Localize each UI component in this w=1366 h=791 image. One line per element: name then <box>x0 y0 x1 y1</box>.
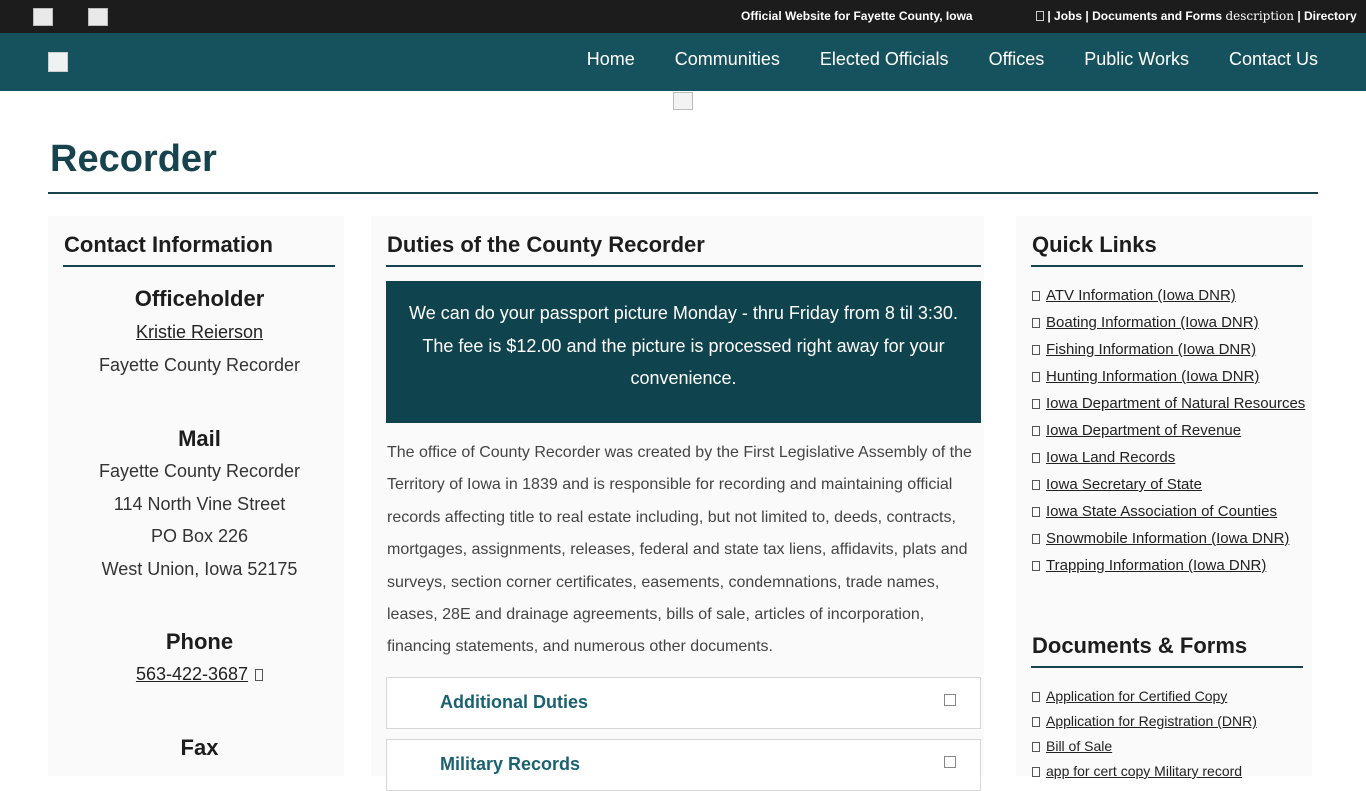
nav-elected-officials[interactable]: Elected Officials <box>819 49 949 69</box>
nav-menu <box>587 49 1318 70</box>
quick-link[interactable]: Iowa Land Records <box>1046 449 1176 466</box>
title-divider <box>48 192 1318 194</box>
list-item <box>1032 734 1307 759</box>
main-navigation <box>0 33 1366 91</box>
external-link-icon <box>1032 507 1040 517</box>
phone-block <box>48 629 351 691</box>
external-link-icon <box>1032 291 1040 301</box>
file-icon <box>1032 692 1040 702</box>
banner-image <box>673 92 693 110</box>
description-icon: description <box>1225 9 1294 23</box>
external-link-icon <box>1032 453 1040 463</box>
quick-link[interactable]: Trapping Information (Iowa DNR) <box>1046 557 1267 574</box>
file-icon <box>1032 767 1040 777</box>
recorder-description: The office of County Recorder was created by the First Legislative Assembly of the Territory of Iowa in 1839 and is responsible for recording and maintaining official records affecting title to real estate including, but not limited to, deeds, contracts, mortgages, assignments, releases, federal and state tax liens, affidavits, plats and surveys, section corner certificates, easements, condemnations, trade names, leases, 28E and drainage agreements, bills of sale, articles of incorporation, financing statements, and numerous other documents. <box>387 444 972 656</box>
documents-list <box>1032 684 1307 784</box>
document-link[interactable]: Application for Registration (DNR) <box>1046 713 1257 729</box>
quick-link[interactable]: Snowmobile Information (Iowa DNR) <box>1046 530 1290 547</box>
list-item <box>1032 390 1307 417</box>
list-item <box>1032 759 1307 784</box>
phone-link[interactable] <box>136 664 248 684</box>
list-item <box>1032 309 1307 336</box>
list-item <box>1032 444 1307 471</box>
list-item <box>1032 709 1307 734</box>
mail-line: West Union, Iowa 52175 <box>101 558 298 579</box>
contact-heading: Contact Information <box>64 232 273 257</box>
officeholder-name-link[interactable]: Kristie Reierson <box>135 322 264 342</box>
nav-contact-us[interactable]: Contact Us <box>1228 49 1318 69</box>
document-link[interactable]: app for cert copy Military record <box>1046 763 1243 779</box>
accordion-additional-duties[interactable] <box>386 677 981 729</box>
file-icon <box>1032 742 1040 752</box>
official-site-label: Official Website for Fayette County, Iowa <box>741 9 973 23</box>
jobs-documents-links[interactable]: | Jobs | Documents and Forms <box>1047 9 1223 23</box>
mail-block <box>48 426 351 585</box>
mail-line: PO Box 226 <box>150 526 249 546</box>
list-item <box>1032 684 1307 709</box>
phone-heading: Phone <box>165 629 234 654</box>
directory-link[interactable]: | Directory <box>1297 9 1357 23</box>
external-link-icon <box>1032 480 1040 490</box>
file-icon <box>1032 717 1040 727</box>
nav-offices[interactable]: Offices <box>988 49 1045 69</box>
list-item <box>1032 336 1307 363</box>
phone-icon <box>255 669 263 681</box>
nav-public-works[interactable]: Public Works <box>1084 49 1189 69</box>
quick-link[interactable]: Iowa State Association of Counties <box>1046 503 1277 520</box>
quick-link[interactable]: Fishing Information (Iowa DNR) <box>1046 341 1257 358</box>
sidebar-links-panel <box>1016 216 1312 779</box>
briefcase-icon <box>1036 11 1044 21</box>
county-logo[interactable] <box>48 52 68 72</box>
contact-information-panel <box>48 216 344 776</box>
quick-links-divider <box>1031 265 1303 267</box>
quick-link[interactable]: ATV Information (Iowa DNR) <box>1046 287 1236 304</box>
page-title: Recorder <box>50 138 217 180</box>
nav-home[interactable]: Home <box>586 49 635 69</box>
utility-links <box>1036 9 1357 23</box>
quick-link[interactable]: Boating Information (Iowa DNR) <box>1046 314 1259 331</box>
list-item <box>1032 282 1307 309</box>
mail-line: Fayette County Recorder <box>98 461 301 481</box>
chevron-down-icon <box>944 694 956 706</box>
list-item <box>1032 363 1307 390</box>
duties-panel <box>371 216 984 776</box>
officeholder-title: Fayette County Recorder <box>98 354 301 375</box>
quick-link[interactable]: Iowa Secretary of State <box>1046 476 1202 493</box>
duties-heading: Duties of the County Recorder <box>387 232 705 257</box>
quick-link[interactable]: Iowa Department of Natural Resources <box>1046 395 1306 412</box>
document-link[interactable]: Application for Certified Copy <box>1046 688 1228 704</box>
chevron-down-icon <box>944 756 956 768</box>
accordion-military-records[interactable] <box>386 739 981 791</box>
list-item <box>1032 498 1307 525</box>
broken-image-icon[interactable] <box>88 8 108 26</box>
external-link-icon <box>1032 561 1040 571</box>
documents-heading: Documents & Forms <box>1032 633 1248 658</box>
mail-line: 114 North Vine Street <box>113 493 286 514</box>
list-item <box>1032 417 1307 444</box>
fax-heading: Fax <box>180 735 219 760</box>
nav-communities[interactable]: Communities <box>674 49 780 69</box>
quick-links-heading: Quick Links <box>1032 232 1157 257</box>
external-link-icon <box>1032 399 1040 409</box>
external-link-icon <box>1032 345 1040 355</box>
fax-block <box>48 735 351 761</box>
broken-image-icon[interactable] <box>33 8 53 26</box>
list-item <box>1032 525 1307 552</box>
quick-link[interactable]: Iowa Department of Revenue <box>1046 422 1242 439</box>
document-link[interactable]: Bill of Sale <box>1046 738 1113 754</box>
external-link-icon <box>1032 318 1040 328</box>
phone-number: 563-422-3687 <box>135 664 249 684</box>
contact-divider <box>63 265 335 267</box>
accordion-label: Additional Duties <box>440 692 588 712</box>
passport-notice: We can do your passport picture Monday - thru Friday from 8 til 3:30. The fee is $12.00 and the picture is processed right away for your convenience. <box>386 281 981 423</box>
accordion-label: Military Records <box>440 754 581 774</box>
top-utility-bar <box>0 0 1366 33</box>
external-link-icon <box>1032 372 1040 382</box>
mail-heading: Mail <box>178 426 221 451</box>
duties-divider <box>386 265 981 267</box>
external-link-icon <box>1032 426 1040 436</box>
quick-links-list <box>1032 282 1307 579</box>
officeholder-heading: Officeholder <box>134 286 265 311</box>
list-item <box>1032 552 1307 579</box>
quick-link[interactable]: Hunting Information (Iowa DNR) <box>1046 368 1260 385</box>
external-link-icon <box>1032 534 1040 544</box>
officeholder-block <box>48 286 351 381</box>
documents-divider <box>1031 666 1303 668</box>
list-item <box>1032 471 1307 498</box>
